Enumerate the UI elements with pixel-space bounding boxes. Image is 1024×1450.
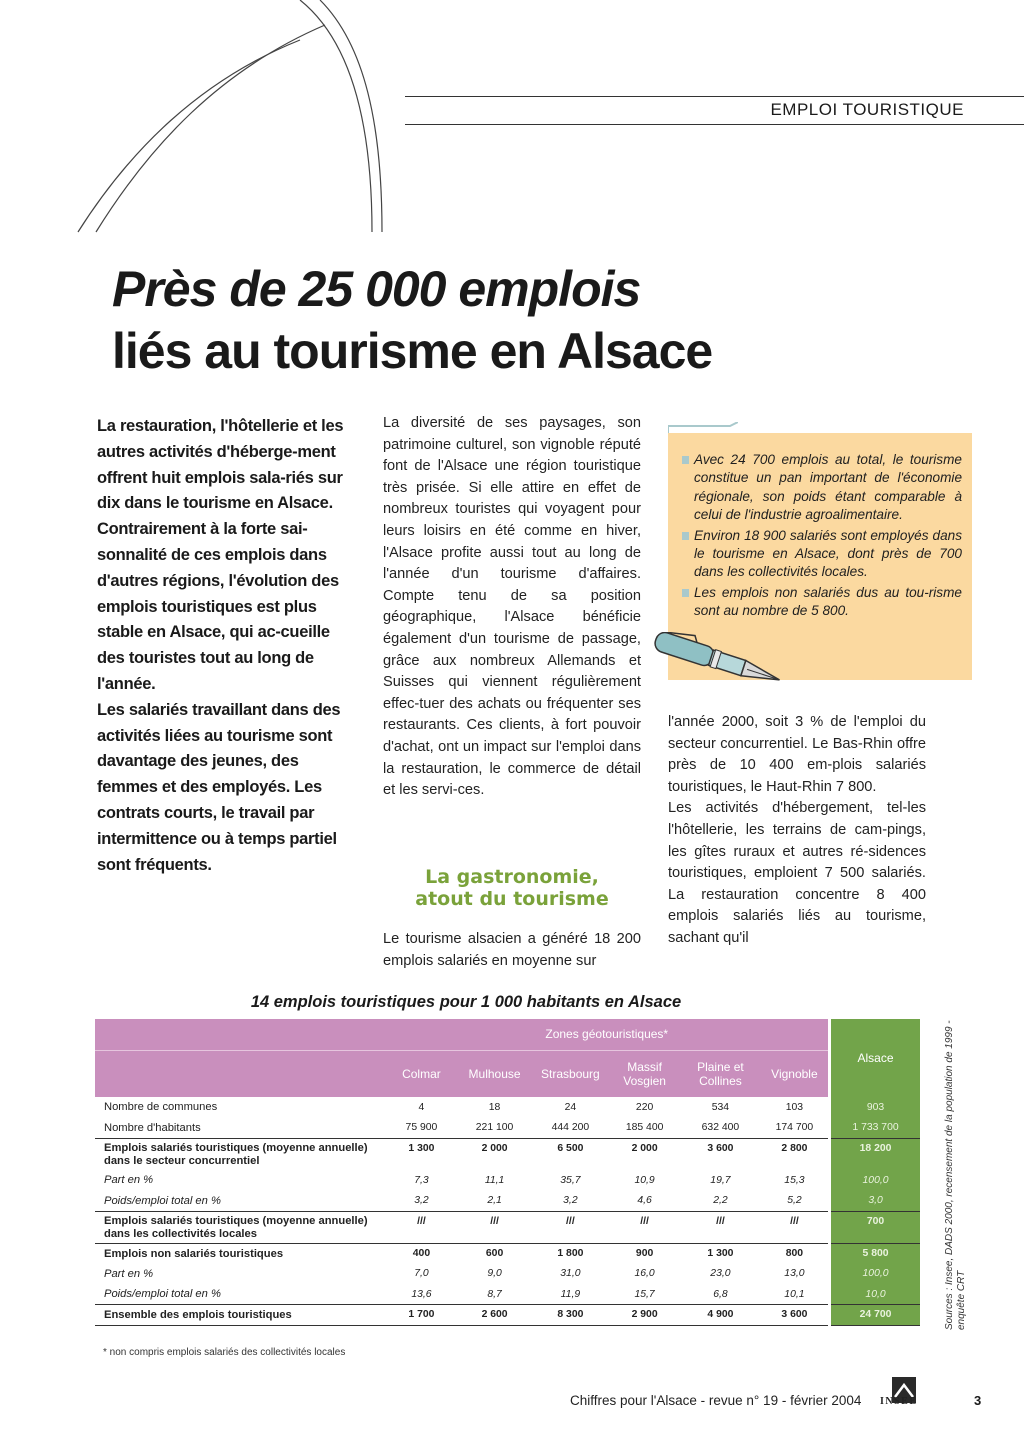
- decorative-arch-lines: [0, 0, 400, 240]
- table-header-blank: [95, 1050, 385, 1097]
- table-cell: 3,2: [414, 1195, 429, 1206]
- table-cell: 13,6: [411, 1288, 432, 1300]
- table-cell: 15,3: [784, 1174, 805, 1186]
- column-2-text: [383, 413, 641, 802]
- table-cell: 220: [635, 1101, 654, 1113]
- table-cell: 11,9: [560, 1288, 581, 1300]
- table-cell: 2 000: [457, 1138, 531, 1170]
- insee-logo-icon: [882, 1368, 926, 1416]
- table-row: [95, 1097, 920, 1118]
- table-cell: 35,7: [560, 1174, 581, 1186]
- row-label: Poids/emploi total en %: [104, 1194, 221, 1207]
- column-2-continuation: [383, 929, 641, 972]
- table-cell: ///: [457, 1211, 531, 1243]
- lead-paragraph: Les salariés travaillant dans des activités liées au tourisme sont davantage des jeunes, des femmes et des employés. Les contrats courts, le travail par intermittence ou à temps partiel sont fréquents.: [97, 700, 341, 874]
- table-footnote: * non compris emplois salariés des collectivités locales: [103, 1347, 346, 1358]
- table-row: [95, 1305, 920, 1326]
- table-cell: 2 600: [457, 1305, 531, 1326]
- column-header: Mulhouse: [457, 1050, 531, 1097]
- table-cell: 15,7: [634, 1288, 655, 1300]
- table-cell: 3,2: [563, 1195, 578, 1206]
- row-label: Part en %: [104, 1174, 154, 1187]
- header-rule-top: [405, 96, 1024, 97]
- table-cell: 2 900: [609, 1305, 680, 1326]
- table-cell: 400: [385, 1243, 457, 1264]
- body-paragraph: l'année 2000, soit 3 % de l'emploi du secteur concurrentiel. Le Bas-Rhin offre près de 10 400 em-plois salariés touristiques, le Haut-Rhin 7 800.: [668, 714, 926, 795]
- table-cell: 103: [785, 1101, 804, 1113]
- table-cell: 10,1: [784, 1288, 805, 1300]
- column-header: Vignoble: [761, 1050, 830, 1097]
- table-cell: 800: [761, 1243, 830, 1264]
- table-row: [95, 1191, 920, 1212]
- table-cell: 8 300: [532, 1305, 609, 1326]
- section-label: EMPLOI TOURISTIQUE: [770, 100, 964, 119]
- row-label: Emplois non salariés touristiques: [95, 1243, 385, 1264]
- table-header-blank: [95, 1019, 385, 1050]
- footer-logo-text: INSEE: [880, 1396, 918, 1407]
- table-row: [95, 1211, 920, 1243]
- table-cell: 75 900: [405, 1122, 438, 1133]
- column-3-text: [668, 712, 926, 950]
- table-cell: 2,2: [713, 1195, 728, 1206]
- table-cell: 6 500: [532, 1138, 609, 1170]
- fountain-pen-icon: [648, 632, 793, 694]
- column-header: Colmar: [385, 1050, 457, 1097]
- row-label: Nombre d'habitants: [104, 1121, 201, 1134]
- table-cell: 185 400: [625, 1122, 664, 1133]
- table-cell: ///: [609, 1211, 680, 1243]
- title-line-2: liés au tourisme en Alsace: [112, 323, 713, 379]
- table-cell: 19,7: [710, 1174, 731, 1186]
- table-cell: ///: [680, 1211, 761, 1243]
- title-line-1: Près de 25 000 emplois: [112, 261, 641, 317]
- zone-header: Zones géotouristiques*: [385, 1019, 829, 1050]
- table-cell: 1 700: [385, 1305, 457, 1326]
- subheading: [383, 866, 641, 910]
- table-cell: 600: [457, 1243, 531, 1264]
- body-paragraph: Le tourisme alsacien a généré 18 200 emplois salariés en moyenne sur: [383, 931, 641, 969]
- table-cell: 9,0: [487, 1268, 502, 1280]
- table-cell: 2,1: [487, 1195, 502, 1206]
- lead-paragraphs: [97, 414, 359, 878]
- row-label: Emplois salariés touristiques (moyenne annuelle) dans les collectivités locales: [95, 1211, 385, 1243]
- key-figure-item: Environ 18 900 salariés sont employés dans le tourisme en Alsace, dont près de 700 dans les collectivités locales.: [680, 527, 962, 582]
- total-cell: 100,0: [830, 1264, 920, 1285]
- total-cell: 10,0: [830, 1284, 920, 1305]
- total-column-header: Alsace: [830, 1019, 920, 1097]
- column-header: Massif Vosgien: [609, 1050, 680, 1097]
- table-cell: 2 000: [609, 1138, 680, 1170]
- table-row: [95, 1118, 920, 1139]
- subheading-line-1: La gastronomie,: [425, 866, 599, 888]
- table-cell: 900: [609, 1243, 680, 1264]
- table-cell: 4,6: [637, 1195, 652, 1206]
- row-label: Part en %: [104, 1267, 154, 1280]
- table-cell: 534: [711, 1101, 730, 1113]
- row-label: Ensemble des emplois touristiques: [95, 1305, 385, 1326]
- table-row: [95, 1284, 920, 1305]
- table-cell: 3 600: [680, 1138, 761, 1170]
- table-cell: 1 800: [532, 1243, 609, 1264]
- table-row: [95, 1170, 920, 1191]
- table-cell: 13,0: [784, 1268, 805, 1280]
- row-label: Poids/emploi total en %: [104, 1288, 221, 1300]
- lead-paragraph: Contrairement à la forte sai-sonnalité de ces emplois dans d'autres régions, l'évolution des emplois touristiques est plus stable en Alsace, qui ac-cueille des touristes tout au long de l'année.: [97, 520, 339, 693]
- body-paragraph: Les activités d'hébergement, tel-les l'hôtellerie, les terrains de cam-pings, les gîtes ruraux et autres ré-sidences touristiques, emploient 7 500 salariés. La restauration concentre 8 400 emplois salariés liés au tourisme, sachant qu'il: [668, 800, 926, 946]
- column-header: Plaine et Collines: [680, 1050, 761, 1097]
- table-cell: 4: [418, 1101, 425, 1113]
- total-cell: 24 700: [830, 1305, 920, 1326]
- table-row: [95, 1264, 920, 1285]
- total-cell: 18 200: [830, 1138, 920, 1170]
- table-cell: 31,0: [560, 1268, 581, 1280]
- table-cell: 7,3: [414, 1174, 429, 1186]
- table-cell: 24: [564, 1101, 577, 1113]
- table-cell: 23,0: [710, 1268, 731, 1280]
- table-cell: 7,0: [414, 1268, 429, 1280]
- table-row: [95, 1243, 920, 1264]
- page-number: 3: [974, 1393, 982, 1408]
- table-cell: 16,0: [634, 1268, 655, 1280]
- total-cell: 3,0: [830, 1191, 920, 1212]
- table-cell: 174 700: [775, 1122, 814, 1133]
- table-row: [95, 1138, 920, 1170]
- total-cell: 100,0: [830, 1170, 920, 1191]
- body-paragraph: La diversité de ses paysages, son patrimoine culturel, son vignoble réputé font de l'Alsace une région touristique très prisée. Si elle attire en effet de nombreux touristes qui voyagent pour leurs loisirs en été comme en hiver, l'Alsace profite aussi tout au long de l'année d'un tourisme d'affaires. Compte tenu de sa position géographique, l'Alsace bénéficie également d'un tourisme de passage, grâce aux nombreux Allemands et Suisses qui viennent régulièrement effec-tuer des achats ou fréquenter ses restaurants. Ces clients, à fort pouvoir d'achat, ont un impact sur l'emploi dans la restauration, le commerce de détail et les servi-ces.: [383, 415, 641, 799]
- table-cell: 1 300: [680, 1243, 761, 1264]
- total-cell: 700: [830, 1211, 920, 1243]
- row-label: Emplois salariés touristiques (moyenne annuelle) dans le secteur concurrentiel: [95, 1138, 385, 1170]
- table-cell: 1 300: [385, 1138, 457, 1170]
- total-cell: 1 733 700: [830, 1118, 920, 1139]
- key-figure-item: Avec 24 700 emplois au total, le tourisme constitue un pan important de l'économie régionale, son poids étant comparable à celui de l'industrie agroalimentaire.: [680, 451, 962, 525]
- table-title: 14 emplois touristiques pour 1 000 habitants en Alsace: [250, 993, 682, 1011]
- table-cell: 8,7: [487, 1288, 502, 1300]
- table-cell: 444 200: [551, 1122, 590, 1133]
- table-cell: 3 600: [761, 1305, 830, 1326]
- table-cell: 221 100: [475, 1122, 514, 1133]
- table-cell: 18: [488, 1101, 501, 1113]
- total-cell: 903: [830, 1097, 920, 1118]
- key-figure-item: Les emplois non salariés dus au tou-risme sont au nombre de 5 800.: [680, 584, 962, 621]
- table-cell: 10,9: [634, 1174, 655, 1186]
- header-rule-bottom: [405, 124, 1024, 125]
- column-header: Strasbourg: [532, 1050, 609, 1097]
- table-source-note: Sources : Insee, DADS 2000, recensement de la population de 1999 - enquête CRT: [944, 1020, 967, 1330]
- table-cell: 632 400: [701, 1122, 740, 1133]
- table-cell: 4 900: [680, 1305, 761, 1326]
- table-cell: 11,1: [484, 1174, 505, 1186]
- page-title: [112, 258, 712, 382]
- table-cell: ///: [761, 1211, 830, 1243]
- employment-table: [95, 1019, 920, 1326]
- subheading-line-2: atout du tourisme: [415, 888, 609, 910]
- table-cell: 2 800: [761, 1138, 830, 1170]
- table-cell: 5,2: [787, 1195, 802, 1206]
- footer-publication: Chiffres pour l'Alsace - revue n° 19 - février 2004: [570, 1393, 862, 1408]
- row-label: Nombre de communes: [104, 1101, 218, 1114]
- table-cell: ///: [385, 1211, 457, 1243]
- total-cell: 5 800: [830, 1243, 920, 1264]
- lead-paragraph: La restauration, l'hôtellerie et les autres activités d'héberge-ment offrent huit emplois sala-riés sur dix dans le tourisme en Alsace.: [97, 417, 344, 513]
- table-cell: 6,8: [713, 1288, 728, 1300]
- table-cell: ///: [532, 1211, 609, 1243]
